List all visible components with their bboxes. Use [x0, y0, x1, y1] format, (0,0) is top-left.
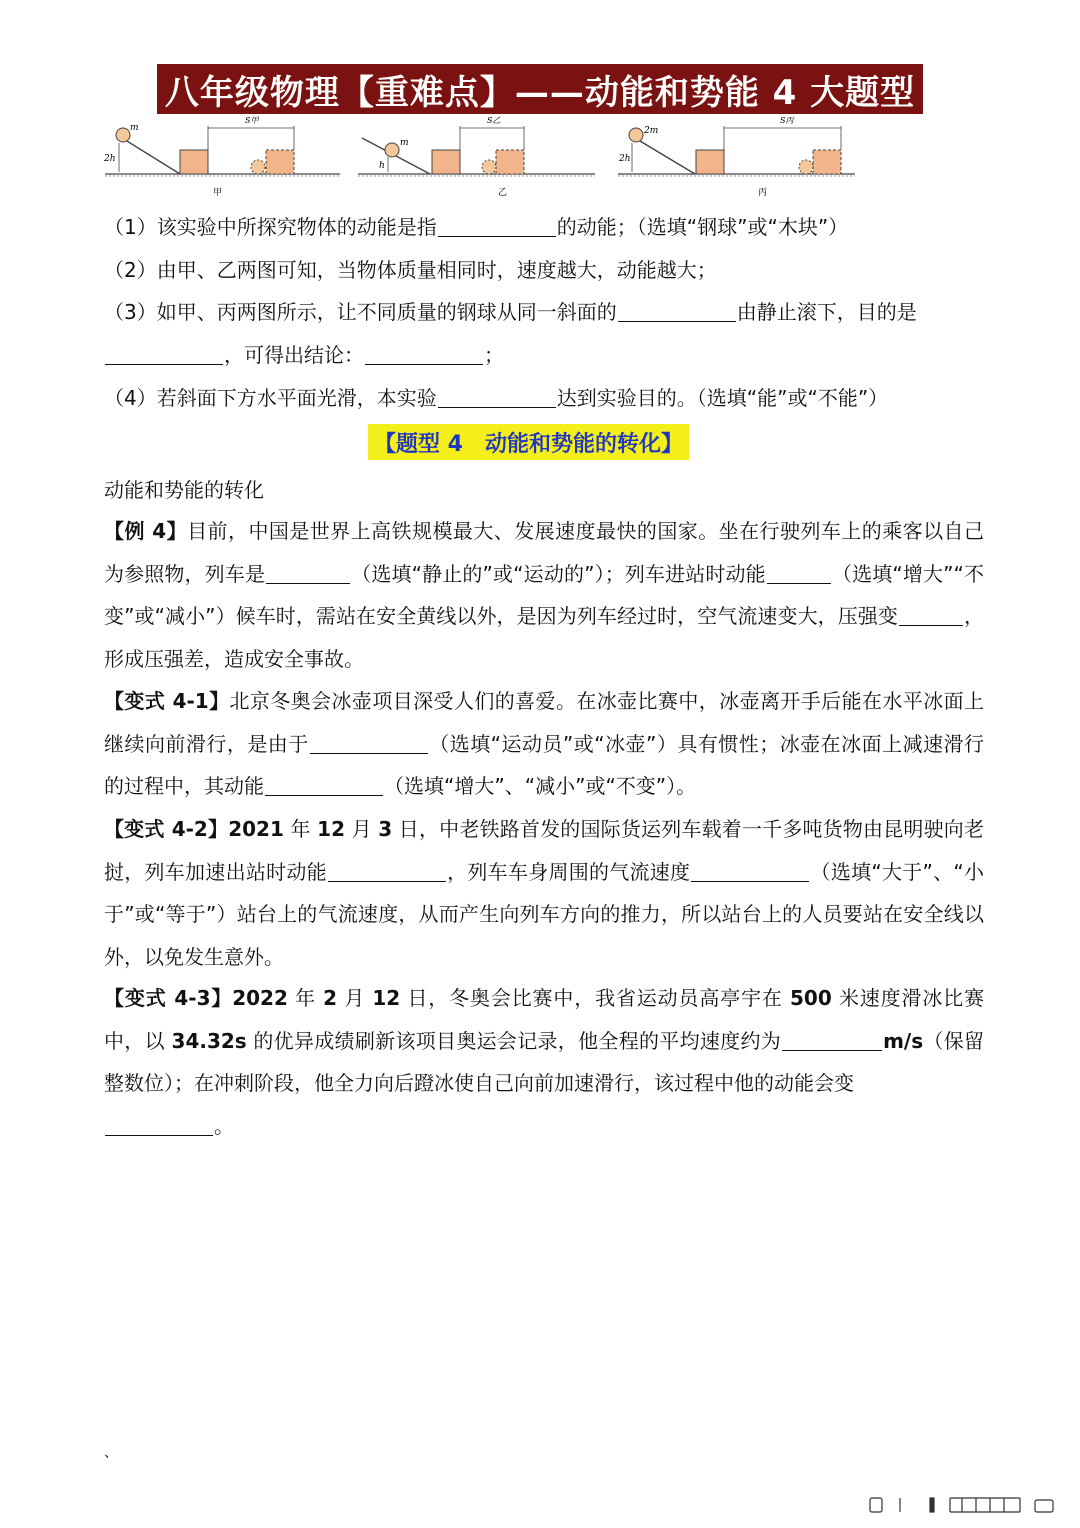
answer-blank[interactable] — [691, 859, 809, 882]
example-tag: 【例 4】 — [104, 519, 188, 543]
experiment-figures — [100, 114, 860, 200]
answer-blank[interactable] — [438, 385, 556, 408]
variant-4-2: 【变式 4-2】2021 年 12 月 3 日，中老铁路首发的国际货运列车载着一千多吨货物由昆明驶向老挝，列车加速出站时动能 ，列车车身周围的气流速度 （选填“大于”、“小于”或“等于”）站台上的气流速度，从而产生向列车方向的推力，所以站台上的人员要站在安全线以外，以免发生意外。 — [104, 817, 985, 969]
answer-blank[interactable] — [899, 603, 963, 626]
question-1: （1）该实验中所探究物体的动能是指 的动能；（选填“钢球”或“木块”） — [104, 215, 849, 239]
block-end — [496, 150, 524, 174]
answer-blank[interactable] — [365, 342, 483, 365]
ball — [385, 143, 399, 157]
answer-blank[interactable] — [265, 773, 383, 796]
answer-blank[interactable] — [328, 859, 446, 882]
page-title: 八年级物理【重难点】——动能和势能 4 大题型 — [157, 64, 923, 114]
block-start — [180, 150, 208, 174]
variant-4-3: 【变式 4-3】2022 年 2 月 12 日，冬奥会比赛中，我省运动员高亭宇在 500 米速度滑冰比赛中，以 34.32s 的优异成绩刷新该项目奥运会记录，他全程的平均速度约为 m/s（保留整数位）；在冲刺阶段，他全力向后蹬冰使自己向前加速滑行，该过程中他的动能会变 。 — [104, 986, 985, 1138]
answer-blank[interactable] — [618, 299, 736, 322]
question-4: （4）若斜面下方水平面光滑，本实验 达到实验目的。（选填“能”或“不能”） — [104, 386, 889, 410]
toolbar-icon — [950, 1498, 1020, 1512]
toolbar-icon[interactable] — [870, 1498, 882, 1512]
height-label: h — [379, 161, 385, 171]
answer-blank[interactable] — [266, 561, 350, 584]
answer-blank[interactable] — [310, 731, 428, 754]
toolbar-icon — [930, 1498, 934, 1512]
variant-tag: 【变式 4-3】 — [104, 986, 233, 1010]
ball — [629, 128, 643, 142]
answer-blank[interactable] — [105, 1113, 213, 1136]
block-start — [432, 150, 460, 174]
variant-tag: 【变式 4-2】 — [104, 817, 229, 841]
figure-caption: 乙 — [498, 188, 508, 198]
ball — [116, 128, 130, 142]
section-heading: 【题型 4 动能和势能的转化】 — [368, 424, 689, 460]
footer-mark: 、 — [104, 1445, 118, 1461]
distance-label: S乙 — [487, 116, 501, 125]
bottom-toolbar — [830, 1492, 1060, 1518]
question-3: （3）如甲、丙两图所示，让不同质量的钢球从同一斜面的 由静止滚下，目的是 — [104, 300, 917, 324]
figure-caption: 甲 — [213, 188, 223, 198]
figure-jia — [103, 116, 340, 198]
ball-label: m — [130, 123, 139, 133]
distance-label: S丙 — [780, 116, 794, 125]
question-2: （2）由甲、乙两图可知，当物体质量相同时，速度越大，动能越大； — [104, 258, 717, 282]
toolbar-icon — [1035, 1500, 1053, 1512]
block-end — [266, 150, 294, 174]
block-end — [813, 150, 841, 174]
variant-4-1: 【变式 4-1】北京冬奥会冰壶项目深受人们的喜爱。在冰壶比赛中，冰壶离开手后能在水平冰面上继续向前滑行，是由于 （选填“运动员”或“冰壶”）具有惯性；冰壶在冰面上减速滑行的过程中，其动能 （选填“增大”、“减小”或“不变”）。 — [104, 689, 985, 798]
answer-blank[interactable] — [782, 1028, 882, 1051]
subheading: 动能和势能的转化 — [104, 478, 264, 502]
block-start — [696, 150, 724, 174]
answer-blank[interactable] — [438, 214, 556, 237]
height-label: 2h — [104, 154, 116, 164]
figure-caption: 丙 — [758, 188, 768, 198]
example-4: 【例 4】目前，中国是世界上高铁规模最大、发展速度最快的国家。坐在行驶列车上的乘客以自己为参照物，列车是 （选填“静止的”或“运动的”）；列车进站时动能 （选填“增大”“不变”或“减小”）候车时，需站在安全黄线以外，是因为列车经过时，空气流速变大，压强变 ，形成压强差，造成安全事故。 — [104, 519, 984, 671]
variant-tag: 【变式 4-1】 — [104, 689, 230, 713]
distance-label: S甲 — [245, 116, 259, 125]
question-3-line2: ，可得出结论： ； — [104, 334, 984, 376]
ball-label: 2m — [644, 126, 659, 136]
figure-bing — [618, 116, 855, 198]
height-label: 2h — [619, 154, 631, 164]
figure-yi — [358, 116, 595, 198]
answer-blank[interactable] — [105, 342, 223, 365]
answer-blank[interactable] — [767, 561, 831, 584]
ball-label: m — [400, 138, 409, 148]
